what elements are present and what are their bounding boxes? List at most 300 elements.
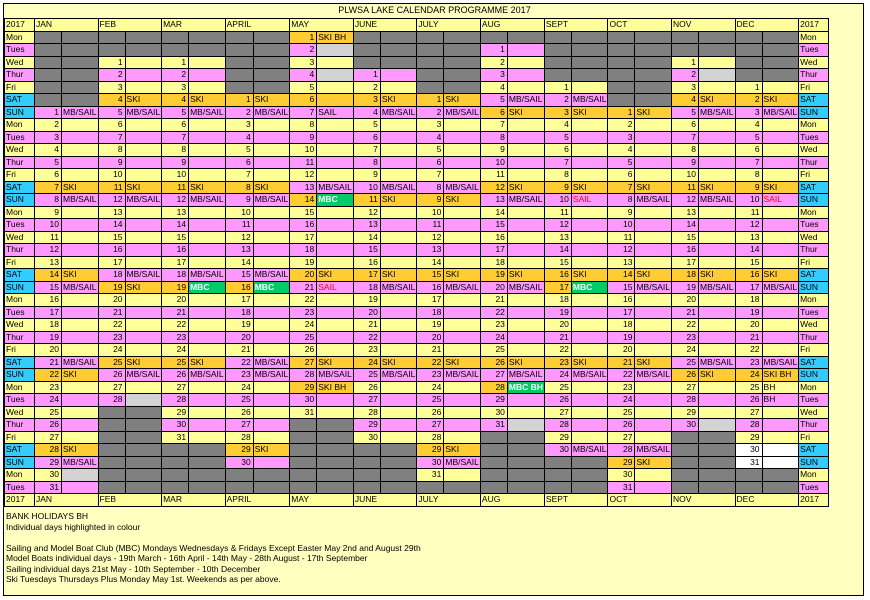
weekday-label: SUN	[5, 456, 35, 469]
date-cell	[480, 481, 507, 494]
activity-cell	[571, 256, 608, 269]
date-cell	[98, 44, 125, 57]
activity-cell: MB/SAIL	[254, 194, 289, 204]
activity-cell	[253, 156, 290, 169]
date-cell	[672, 469, 699, 482]
date-cell: 2	[672, 69, 699, 82]
date-cell: 8	[735, 169, 762, 182]
activity-cell: MB/SAIL	[508, 281, 543, 292]
date-cell	[544, 456, 571, 469]
activity-cell	[62, 344, 99, 357]
activity-cell	[380, 56, 417, 69]
activity-cell	[380, 219, 417, 232]
activity-cell	[62, 331, 99, 344]
activity-cell	[317, 206, 354, 219]
activity-cell	[571, 131, 608, 144]
date-cell: 17	[98, 256, 125, 269]
month-label-april: APRIL	[226, 494, 252, 504]
activity-cell: MBC	[189, 281, 226, 294]
month-label-july: JULY	[417, 494, 444, 507]
activity-cell	[62, 481, 99, 494]
date-cell: 4	[544, 119, 571, 132]
activity-cell: MB/SAIL	[63, 356, 97, 367]
date-cell: 24	[290, 319, 317, 332]
weekday-label: Mon	[799, 294, 829, 307]
activity-cell	[444, 481, 481, 494]
activity-cell	[507, 31, 544, 44]
activity-cell	[317, 156, 354, 169]
calendar-row	[5, 56, 829, 69]
date-cell	[98, 419, 125, 432]
date-cell: 2	[735, 94, 762, 107]
date-cell	[608, 81, 635, 94]
date-cell: 20	[98, 294, 125, 307]
month-spacer	[571, 494, 608, 507]
activity-cell	[253, 456, 290, 469]
activity-cell	[635, 156, 672, 169]
weekday-label: SUN	[799, 456, 829, 469]
date-cell: 19	[417, 319, 444, 332]
date-cell: 28	[672, 394, 699, 407]
activity-cell	[125, 294, 162, 307]
activity-cell	[635, 294, 672, 307]
weekday-label: Mon	[799, 381, 829, 394]
date-cell: 23	[480, 319, 507, 332]
activity-cell	[62, 94, 99, 107]
date-cell	[225, 69, 253, 82]
date-cell: 27	[353, 394, 380, 407]
activity-cell: SKI	[444, 94, 481, 107]
calendar-row	[5, 119, 829, 132]
calendar-row	[5, 469, 829, 482]
date-cell: 22	[98, 319, 125, 332]
activity-cell: SKI	[635, 106, 672, 119]
date-cell: 17	[608, 306, 635, 319]
date-cell	[672, 444, 699, 457]
date-cell: 5	[98, 106, 125, 119]
activity-cell	[507, 244, 544, 257]
date-cell: 31	[290, 406, 317, 419]
date-cell: 31	[735, 456, 762, 469]
date-cell: 18	[98, 269, 125, 282]
activity-cell	[444, 419, 481, 432]
activity-cell	[317, 419, 354, 432]
activity-cell	[444, 81, 481, 94]
activity-cell	[125, 344, 162, 357]
activity-cell	[635, 169, 672, 182]
activity-cell	[507, 256, 544, 269]
date-cell	[353, 469, 380, 482]
activity-cell	[253, 69, 290, 82]
date-cell: 15	[353, 244, 380, 257]
weekday-label: SAT	[799, 444, 829, 457]
date-cell: 11	[162, 181, 189, 194]
date-cell: 24	[735, 369, 762, 382]
date-cell: 18	[480, 256, 507, 269]
activity-cell	[253, 206, 290, 219]
activity-cell	[635, 481, 672, 494]
activity-cell	[189, 156, 226, 169]
date-cell: 26	[290, 344, 317, 357]
activity-cell	[444, 156, 481, 169]
date-cell	[417, 69, 444, 82]
date-cell: 30	[290, 394, 317, 407]
date-cell: 28	[225, 431, 253, 444]
date-cell: 5	[162, 106, 189, 119]
activity-cell	[507, 169, 544, 182]
date-cell: 15	[417, 269, 444, 282]
activity-cell: SKI	[635, 456, 672, 469]
date-cell: 8	[162, 144, 189, 157]
date-cell	[98, 481, 125, 494]
activity-cell: MB/SAIL	[63, 456, 97, 467]
activity-cell: SKI	[125, 281, 162, 294]
calendar-row	[5, 256, 829, 269]
date-cell: 7	[98, 131, 125, 144]
activity-cell: MB/SAIL	[572, 369, 607, 379]
date-cell: 7	[353, 144, 380, 157]
activity-cell	[189, 456, 226, 469]
activity-cell	[507, 344, 544, 357]
activity-cell	[699, 119, 736, 132]
calendar-row	[5, 369, 829, 382]
activity-cell	[380, 306, 417, 319]
activity-cell	[125, 144, 162, 157]
weekday-label: Wed	[799, 406, 829, 419]
date-cell: 20	[35, 344, 62, 357]
weekday-label: SAT	[799, 94, 829, 107]
activity-cell	[189, 219, 226, 232]
activity-cell	[189, 81, 226, 94]
year-label: 2017	[5, 19, 35, 32]
activity-cell: MBC	[253, 281, 290, 294]
date-cell: 3	[672, 81, 699, 94]
activity-cell	[762, 81, 799, 94]
activity-cell	[317, 231, 354, 244]
activity-cell: BH	[762, 394, 799, 407]
date-cell: 15	[162, 231, 189, 244]
activity-cell	[62, 206, 99, 219]
date-cell	[480, 31, 507, 44]
activity-cell	[444, 319, 481, 332]
activity-cell	[62, 256, 99, 269]
date-cell: 13	[225, 244, 253, 257]
date-cell	[35, 94, 62, 107]
activity-cell: SKI	[189, 94, 226, 107]
date-cell	[608, 56, 635, 69]
date-cell: 20	[353, 306, 380, 319]
activity-cell	[699, 469, 736, 482]
activity-cell: SKI	[507, 356, 544, 369]
date-cell	[35, 56, 62, 69]
date-cell: 21	[35, 356, 62, 369]
activity-cell	[317, 244, 354, 257]
activity-cell	[317, 119, 354, 132]
activity-cell	[125, 44, 162, 57]
date-cell: 30	[672, 419, 699, 432]
activity-cell	[380, 481, 417, 494]
date-cell: 8	[417, 181, 444, 194]
note-line: BANK HOLIDAYS BH	[6, 511, 89, 521]
date-cell: 26	[735, 394, 762, 407]
activity-cell	[699, 44, 736, 57]
date-cell: 26	[544, 394, 571, 407]
activity-cell	[253, 344, 290, 357]
month-label-april: APRIL	[226, 19, 252, 29]
activity-cell	[253, 56, 290, 69]
date-cell: 17	[735, 281, 762, 294]
date-cell: 7	[162, 131, 189, 144]
activity-cell: SKI	[62, 181, 99, 194]
activity-cell	[762, 231, 799, 244]
date-cell: 30	[417, 456, 444, 469]
activity-cell	[507, 44, 544, 57]
activity-cell: SKI	[635, 181, 672, 194]
activity-cell: MB/SAIL	[126, 106, 161, 117]
activity-cell	[253, 294, 290, 307]
date-cell: 18	[735, 294, 762, 307]
activity-cell: SKI	[762, 181, 799, 194]
calendar-row	[5, 281, 829, 294]
weekday-label: SUN	[5, 106, 35, 119]
activity-cell	[189, 469, 226, 482]
activity-cell	[507, 444, 544, 457]
activity-cell	[635, 431, 672, 444]
activity-cell	[62, 319, 99, 332]
activity-cell	[635, 231, 672, 244]
date-cell: 8	[544, 169, 571, 182]
month-label-jan: JAN	[35, 19, 62, 32]
activity-cell	[189, 319, 226, 332]
date-cell: 3	[290, 56, 317, 69]
activity-cell	[507, 406, 544, 419]
date-cell: 26	[35, 419, 62, 432]
date-cell: 16	[162, 244, 189, 257]
date-cell: 6	[290, 94, 317, 107]
date-cell: 4	[353, 106, 380, 119]
activity-cell	[507, 481, 544, 494]
weekday-label: SAT	[799, 356, 829, 369]
month-spacer	[444, 494, 481, 507]
activity-cell: MB/SAIL	[508, 94, 543, 104]
date-cell: 19	[480, 269, 507, 282]
date-cell: 25	[290, 331, 317, 344]
month-spacer	[762, 494, 799, 507]
date-cell: 15	[735, 256, 762, 269]
activity-cell	[507, 156, 544, 169]
activity-cell: SKI	[317, 269, 354, 282]
date-cell: 21	[417, 344, 444, 357]
date-cell: 5	[735, 131, 762, 144]
activity-cell: SKI	[125, 181, 162, 194]
activity-cell	[635, 131, 672, 144]
activity-cell	[571, 219, 608, 232]
date-cell: 7	[480, 119, 507, 132]
date-cell: 4	[608, 144, 635, 157]
activity-cell	[253, 231, 290, 244]
weekday-label: SAT	[5, 356, 35, 369]
activity-cell	[253, 331, 290, 344]
calendar-row	[5, 481, 829, 494]
date-cell: 13	[290, 181, 317, 194]
date-cell	[225, 469, 253, 482]
calendar-row	[5, 194, 829, 207]
activity-cell: SKI	[62, 369, 99, 382]
date-cell: 15	[35, 281, 62, 294]
activity-cell	[571, 319, 608, 332]
activity-cell: SKI	[380, 194, 417, 207]
date-cell: 25	[353, 369, 380, 382]
date-cell	[290, 444, 317, 457]
date-cell: 2	[225, 106, 253, 119]
date-cell: 16	[544, 269, 571, 282]
activity-cell	[444, 206, 481, 219]
activity-cell	[317, 44, 354, 57]
date-cell: 7	[35, 181, 62, 194]
year-label: 2017	[5, 494, 35, 507]
weekday-label: Thur	[5, 156, 35, 169]
date-cell	[353, 456, 380, 469]
activity-cell: MB/SAIL	[763, 356, 798, 367]
activity-cell	[189, 431, 226, 444]
month-label-jan: JAN	[35, 494, 62, 507]
date-cell: 27	[672, 381, 699, 394]
activity-cell	[62, 156, 99, 169]
date-cell: 4	[735, 119, 762, 132]
date-cell	[608, 94, 635, 107]
activity-cell	[125, 406, 162, 419]
month-label-aug: AUG	[480, 494, 507, 507]
date-cell: 29	[608, 456, 635, 469]
date-cell: 2	[608, 119, 635, 132]
activity-cell	[699, 131, 736, 144]
date-cell: 15	[290, 206, 317, 219]
date-cell: 25	[544, 381, 571, 394]
weekday-label: SAT	[799, 181, 829, 194]
activity-cell	[507, 294, 544, 307]
date-cell	[417, 481, 444, 494]
activity-cell	[380, 419, 417, 432]
activity-cell	[571, 481, 608, 494]
activity-cell: SKI	[571, 356, 608, 369]
date-cell: 12	[353, 206, 380, 219]
date-cell: 6	[480, 106, 507, 119]
date-cell: 11	[35, 231, 62, 244]
date-cell: 6	[98, 119, 125, 132]
activity-cell	[507, 394, 544, 407]
activity-cell	[444, 331, 481, 344]
activity-cell: SKI BH	[317, 31, 354, 44]
activity-cell	[125, 306, 162, 319]
activity-cell: SKI	[62, 269, 99, 282]
calendar-row	[5, 331, 829, 344]
weekday-label: Tues	[5, 44, 35, 57]
month-spacer	[189, 19, 226, 32]
date-cell: 19	[290, 256, 317, 269]
date-cell: 31	[480, 419, 507, 432]
activity-cell: MBC	[571, 281, 608, 294]
activity-cell	[762, 169, 799, 182]
date-cell: 9	[672, 156, 699, 169]
weekday-label: Thur	[5, 244, 35, 257]
activity-cell: SKI	[699, 269, 736, 282]
activity-cell	[62, 394, 99, 407]
date-cell: 31	[417, 469, 444, 482]
date-cell: 25	[98, 356, 125, 369]
date-cell: 9	[98, 156, 125, 169]
date-cell: 2	[417, 106, 444, 119]
date-cell: 1	[98, 56, 125, 69]
weekday-label: SAT	[5, 94, 35, 107]
calendar-sheet	[3, 3, 864, 596]
weekday-label: Mon	[799, 469, 829, 482]
note-line: Individual days highlighted in colour	[6, 521, 141, 532]
activity-cell: SKI	[380, 94, 417, 107]
activity-cell	[189, 406, 226, 419]
date-cell: 1	[353, 69, 380, 82]
date-cell: 18	[417, 306, 444, 319]
date-cell: 20	[417, 331, 444, 344]
date-cell: 21	[544, 331, 571, 344]
date-cell: 9	[225, 194, 253, 207]
date-cell: 17	[290, 231, 317, 244]
activity-cell: MB/SAIL	[318, 369, 352, 379]
activity-cell	[125, 256, 162, 269]
date-cell: 22	[353, 331, 380, 344]
date-cell: 28	[417, 431, 444, 444]
activity-cell	[317, 406, 354, 419]
activity-cell	[380, 206, 417, 219]
activity-cell	[699, 431, 736, 444]
activity-cell	[253, 144, 290, 157]
activity-cell: MB/SAIL	[636, 369, 670, 379]
date-cell: 3	[98, 81, 125, 94]
date-cell	[225, 481, 253, 494]
activity-cell	[125, 156, 162, 169]
weekday-label: Tues	[5, 481, 35, 494]
weekday-label: Fri	[799, 344, 829, 357]
calendar-row	[5, 406, 829, 419]
activity-cell	[253, 419, 290, 432]
date-cell: 14	[98, 219, 125, 232]
weekday-label: Wed	[5, 406, 35, 419]
date-cell: 25	[417, 394, 444, 407]
activity-cell	[253, 394, 290, 407]
activity-cell	[444, 144, 481, 157]
weekday-label: Wed	[799, 319, 829, 332]
date-cell: 21	[290, 281, 317, 294]
activity-cell: MB/SAIL	[63, 106, 97, 117]
month-spacer	[62, 19, 99, 32]
calendar-table	[4, 18, 829, 507]
date-cell: 27	[544, 406, 571, 419]
activity-cell	[571, 381, 608, 394]
date-cell: 9	[162, 156, 189, 169]
date-cell: 17	[417, 294, 444, 307]
activity-cell	[62, 469, 99, 482]
activity-cell	[444, 131, 481, 144]
activity-cell	[253, 469, 290, 482]
date-cell	[290, 419, 317, 432]
weekday-label: Tues	[799, 394, 829, 407]
weekday-label: Wed	[799, 231, 829, 244]
date-cell: 1	[672, 56, 699, 69]
date-cell: 29	[290, 381, 317, 394]
weekday-label: Tues	[799, 306, 829, 319]
activity-cell	[62, 381, 99, 394]
activity-cell: SKI	[444, 269, 481, 282]
calendar-row	[5, 219, 829, 232]
